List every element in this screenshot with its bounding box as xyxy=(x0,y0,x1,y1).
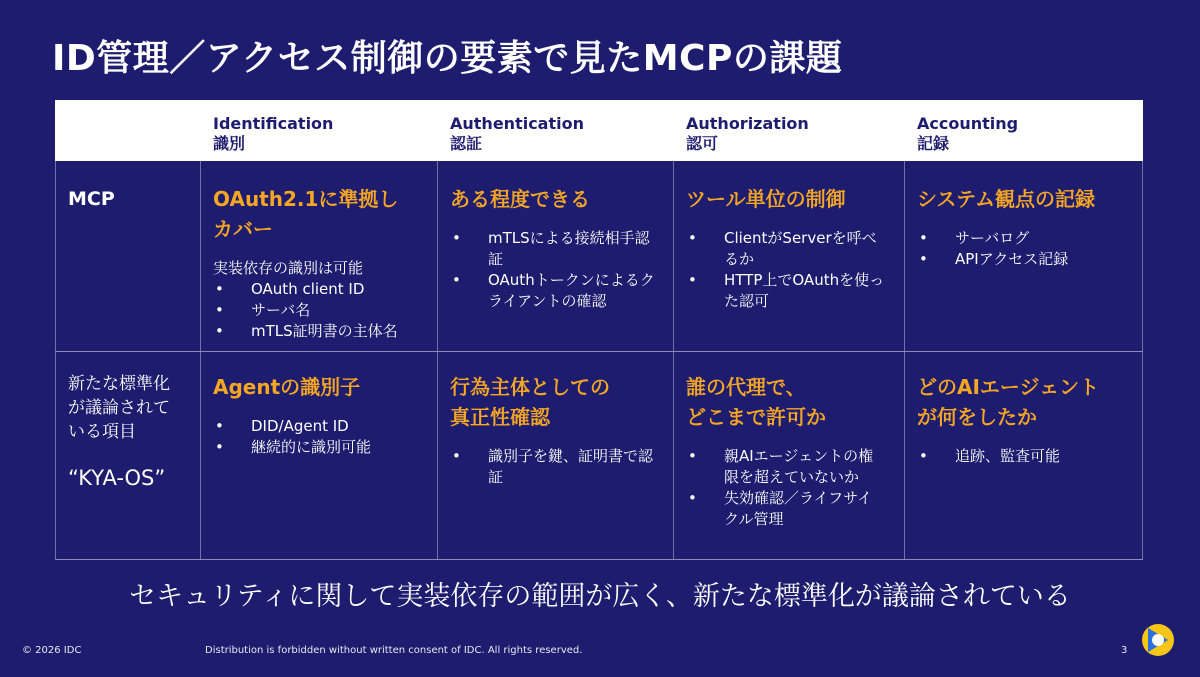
list-item: • 親AIエージェントの権限を超えていないか xyxy=(686,446,886,488)
column-header-ja: 識別 xyxy=(213,134,246,153)
cell-mcp-accounting xyxy=(917,184,1137,270)
cell-kya-identification xyxy=(213,372,428,458)
cell-mcp-authentication xyxy=(450,184,665,312)
column-header-ja: 記録 xyxy=(917,134,950,153)
column-header-ja: 認証 xyxy=(450,134,483,153)
column-header-en: Identification xyxy=(213,114,334,133)
cell-kya-authorization xyxy=(686,372,896,530)
row-label-new-standards xyxy=(68,372,196,490)
bullet-list xyxy=(213,416,428,458)
cell-mcp-authorization xyxy=(686,184,896,312)
page-title: ID管理／アクセス制御の要素で見たMCPの課題 xyxy=(52,38,843,79)
list-item: • OAuthトークンによるクライアントの確認 xyxy=(450,270,660,312)
table-border-right xyxy=(1142,161,1143,560)
bullet-list xyxy=(450,228,660,312)
cell-mcp-identification xyxy=(213,184,428,342)
cell-title: Agentの識別子 xyxy=(213,375,361,399)
page-number: 3 xyxy=(1121,645,1128,656)
table-border-bottom xyxy=(55,559,1143,560)
cell-title: OAuth2.1に準拠し カバー xyxy=(213,187,399,241)
cell-intro: 実装依存の識別は可能 xyxy=(213,259,364,277)
footer-notice: Distribution is forbidden without written consent of IDC. All rights reserved. xyxy=(205,645,583,656)
bullet-list xyxy=(450,446,660,488)
list-item: • OAuth client ID xyxy=(213,279,428,300)
list-item: • mTLSによる接続相手認証 xyxy=(450,228,660,270)
row-label-kya-os: “KYA-OS” xyxy=(68,466,166,490)
row-label-mcp: MCP xyxy=(68,188,115,210)
column-divider xyxy=(904,161,905,560)
list-item: • 識別子を鍵、証明書で認証 xyxy=(450,446,660,488)
cell-title: ある程度できる xyxy=(450,187,590,211)
slide-subtitle: セキュリティに関して実装依存の範囲が広く、新たな標準化が議論されている xyxy=(129,581,1071,612)
list-item: • mTLS証明書の主体名 xyxy=(213,321,428,342)
list-item: • ClientがServerを呼べるか xyxy=(686,228,886,270)
column-header-en: Accounting xyxy=(917,114,1019,133)
list-item: • DID/Agent ID xyxy=(213,416,428,437)
list-item: • 追跡、監査可能 xyxy=(917,446,1137,467)
cell-title: 行為主体としての 真正性確認 xyxy=(450,375,610,429)
column-divider xyxy=(673,161,674,560)
bullet-list xyxy=(917,228,1137,270)
column-header-en: Authentication xyxy=(450,114,584,133)
list-item: • サーバ名 xyxy=(213,300,428,321)
cell-title: 誰の代理で、 どこまで許可か xyxy=(686,375,826,429)
row-label-text: 新たな標準化 が議論されて いる項目 xyxy=(68,374,170,442)
column-header-identification xyxy=(213,114,333,154)
table-header-row xyxy=(55,100,1143,161)
cell-title: ツール単位の制御 xyxy=(686,187,846,211)
cell-kya-authentication xyxy=(450,372,665,488)
row-divider xyxy=(55,351,1143,352)
list-item: • APIアクセス記録 xyxy=(917,249,1137,270)
cell-title: システム観点の記録 xyxy=(917,187,1095,211)
column-header-authentication xyxy=(450,114,584,154)
column-header-authorization xyxy=(686,114,809,154)
list-item: • HTTP上でOAuthを使った認可 xyxy=(686,270,886,312)
table-border-left xyxy=(55,161,56,560)
bullet-list xyxy=(917,446,1137,467)
list-item: • 継続的に識別可能 xyxy=(213,437,428,458)
column-header-ja: 認可 xyxy=(686,134,719,153)
footer-copyright: © 2026 IDC xyxy=(22,645,82,656)
column-divider xyxy=(200,161,201,560)
bullet-list xyxy=(686,446,886,530)
column-header-accounting xyxy=(917,114,1018,154)
cell-title: どのAIエージェント が何をしたか xyxy=(917,375,1100,429)
column-divider xyxy=(437,161,438,560)
list-item: • サーバログ xyxy=(917,228,1137,249)
bullet-list xyxy=(213,279,428,342)
comparison-table xyxy=(55,100,1143,560)
column-header-en: Authorization xyxy=(686,114,809,133)
bullet-list xyxy=(686,228,886,312)
list-item: • 失効確認／ライフサイクル管理 xyxy=(686,488,886,530)
idc-logo-icon xyxy=(1138,620,1178,660)
cell-kya-accounting xyxy=(917,372,1137,467)
